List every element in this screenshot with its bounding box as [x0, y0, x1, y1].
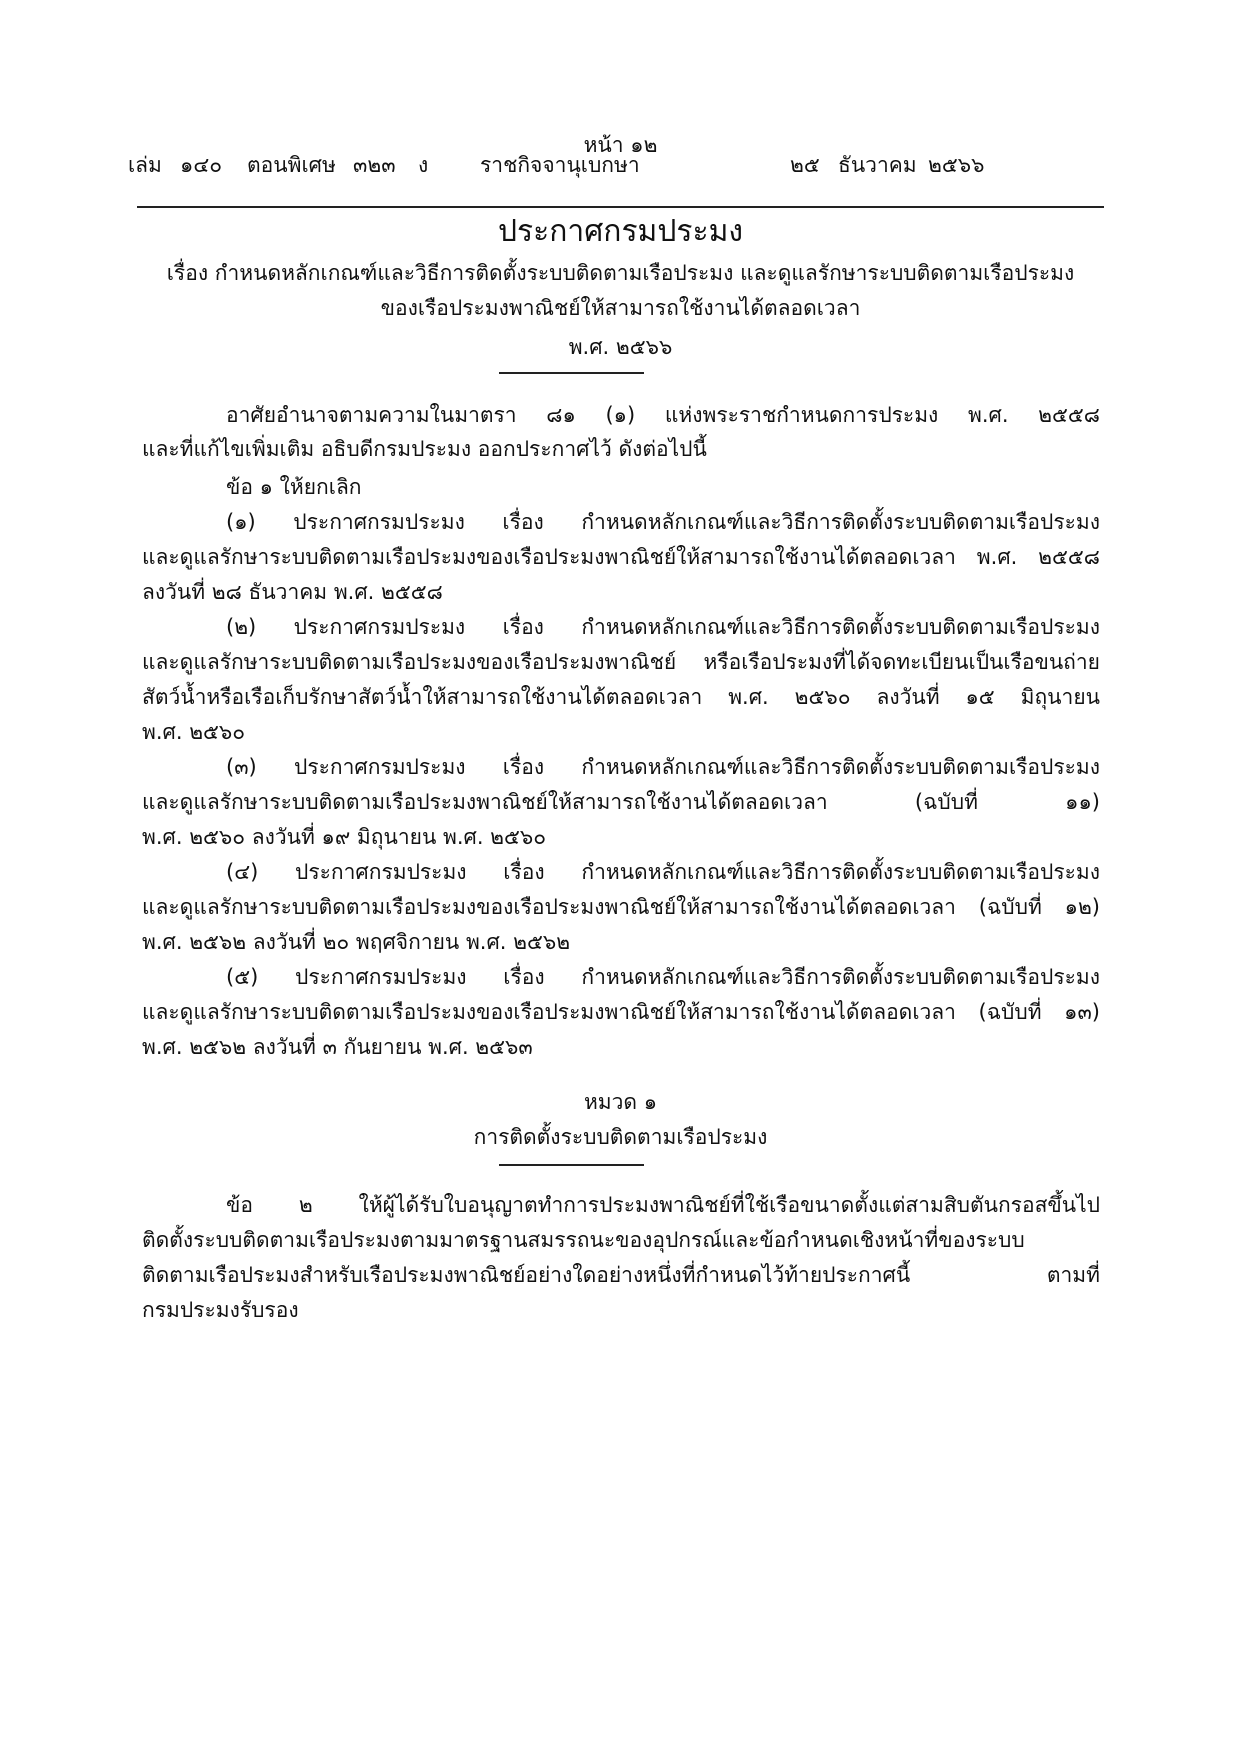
repeal-item-4-line-3: พ.ศ. ๒๕๖๒ ลงวันที่ ๒๐ พฤศจิกายน พ.ศ. ๒๕๖๒	[142, 930, 571, 954]
repeal-item-2-line-4: พ.ศ. ๒๕๖๐	[142, 720, 246, 744]
section-label: ตอนพิเศษ	[247, 153, 336, 177]
volume-label: เล่ม	[128, 153, 162, 177]
repeal-item-1-line-1: (๑) ประกาศกรมประมง เรื่อง กำหนดหลักเกณฑ์และวิธีการติดตั้งระบบติดตามเรือประมง	[226, 510, 1100, 534]
section-number: ๓๒๓	[353, 153, 396, 177]
title-divider	[499, 372, 644, 374]
clause-2-line-4: กรมประมงรับรอง	[142, 1298, 299, 1322]
chapter-divider	[499, 1164, 644, 1166]
clause-2-line-2: ติดตั้งระบบติดตามเรือประมงตามมาตรฐานสมรรถนะของอุปกรณ์และข้อกำหนดเชิงหน้าที่ของระบบ	[142, 1228, 1025, 1252]
repeal-item-3-line-1: (๓) ประกาศกรมประมง เรื่อง กำหนดหลักเกณฑ์และวิธีการติดตั้งระบบติดตามเรือประมง	[226, 755, 1100, 779]
repeal-item-5-line-2: และดูแลรักษาระบบติดตามเรือประมงของเรือประมงพาณิชย์ให้สามารถใช้งานได้ตลอดเวลา (ฉบับที่ ๑๓)	[142, 1000, 1100, 1024]
repeal-item-3-line-3: พ.ศ. ๒๕๖๐ ลงวันที่ ๑๙ มิถุนายน พ.ศ. ๒๕๖๐	[142, 825, 547, 849]
repeal-item-2-line-1: (๒) ประกาศกรมประมง เรื่อง กำหนดหลักเกณฑ์และวิธีการติดตั้งระบบติดตามเรือประมง	[226, 615, 1100, 639]
preamble-line-2: และที่แก้ไขเพิ่มเติม อธิบดีกรมประมง ออกประกาศไว้ ดังต่อไปนี้	[142, 437, 707, 461]
clause-2-line-3: ติดตามเรือประมงสำหรับเรือประมงพาณิชย์อย่างใดอย่างหนึ่งที่กำหนดไว้ท้ายประกาศนี้ ตามที่	[142, 1263, 1100, 1287]
repeal-item-1-line-2: และดูแลรักษาระบบติดตามเรือประมงของเรือประมงพาณิชย์ให้สามารถใช้งานได้ตลอดเวลา พ.ศ. ๒๕๕๘	[142, 545, 1100, 569]
repeal-item-5-line-3: พ.ศ. ๒๕๖๒ ลงวันที่ ๓ กันยายน พ.ศ. ๒๕๖๓	[142, 1035, 533, 1059]
repeal-item-4-line-1: (๔) ประกาศกรมประมง เรื่อง กำหนดหลักเกณฑ์และวิธีการติดตั้งระบบติดตามเรือประมง	[226, 860, 1100, 884]
subject-line-1: เรื่อง กำหนดหลักเกณฑ์และวิธีการติดตั้งระบบติดตามเรือประมง และดูแลรักษาระบบติดตามเรือประมง	[166, 261, 1075, 285]
subject-line-2: ของเรือประมงพาณิชย์ให้สามารถใช้งานได้ตลอดเวลา	[380, 296, 861, 320]
gazette-name: ราชกิจจานุเบกษา	[480, 153, 640, 177]
date-year: ๒๕๖๖	[928, 153, 985, 177]
announcement-title: ประกาศกรมประมง	[497, 214, 744, 249]
repeal-item-3-line-2: และดูแลรักษาระบบติดตามเรือประมงพาณิชย์ให้สามารถใช้งานได้ตลอดเวลา (ฉบับที่ ๑๑)	[142, 790, 1100, 814]
chapter-title: การติดตั้งระบบติดตามเรือประมง	[473, 1125, 768, 1149]
repeal-item-1-line-3: ลงวันที่ ๒๘ ธันวาคม พ.ศ. ๒๕๕๘	[142, 580, 443, 604]
repeal-item-2-line-3: สัตว์น้ำหรือเรือเก็บรักษาสัตว์น้ำให้สามารถใช้งานได้ตลอดเวลา พ.ศ. ๒๕๖๐ ลงวันที่ ๑๕ มิถุนายน	[142, 685, 1100, 709]
preamble-line-1: อาศัยอำนาจตามความในมาตรา ๘๑ (๑) แห่งพระราชกำหนดการประมง พ.ศ. ๒๕๕๘	[226, 403, 1100, 427]
repeal-item-5-line-1: (๕) ประกาศกรมประมง เรื่อง กำหนดหลักเกณฑ์และวิธีการติดตั้งระบบติดตามเรือประมง	[226, 965, 1100, 989]
chapter-label: หมวด ๑	[583, 1090, 658, 1114]
repeal-item-2-line-2: และดูแลรักษาระบบติดตามเรือประมงของเรือประมงพาณิชย์ หรือเรือประมงที่ได้จดทะเบียนเป็นเรือขนถ่าย	[142, 650, 1100, 674]
header-divider	[137, 206, 1104, 208]
date-day: ๒๕	[790, 153, 820, 177]
clause-1-heading: ข้อ ๑ ให้ยกเลิก	[226, 475, 362, 499]
date-month: ธันวาคม	[838, 153, 917, 177]
page-number: หน้า ๑๒	[583, 133, 658, 157]
repeal-item-4-line-2: และดูแลรักษาระบบติดตามเรือประมงของเรือประมงพาณิชย์ให้สามารถใช้งานได้ตลอดเวลา (ฉบับที่ ๑๒)	[142, 895, 1100, 919]
volume-number: ๑๔๐	[180, 153, 223, 177]
announcement-year: พ.ศ. ๒๕๖๖	[568, 335, 673, 359]
section-letter: ง	[418, 153, 429, 177]
clause-2-line-1: ข้อ ๒ ให้ผู้ได้รับใบอนุญาตทำการประมงพาณิชย์ที่ใช้เรือขนาดตั้งแต่สามสิบตันกรอสขึ้นไป	[226, 1193, 1100, 1217]
